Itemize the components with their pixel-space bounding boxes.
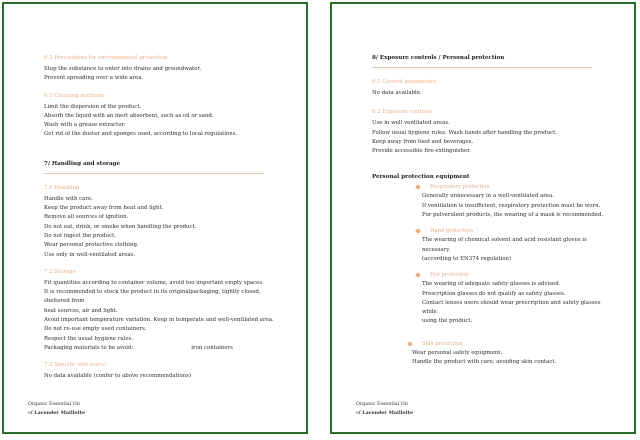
- text-line: Wash with a grease extractor.: [44, 122, 126, 129]
- text-line: Do not eat, drink, or smoke when handling the product.: [44, 223, 197, 230]
- footer-line-2: [28, 409, 85, 418]
- text-line: Keep away from food and beverages.: [372, 138, 474, 145]
- text-line: (according to EN374 regulation): [422, 255, 512, 262]
- diamond-bullet-icon: [415, 272, 421, 278]
- packaging-value: iron containers: [191, 344, 233, 351]
- text-line: Contact lenses users should wear prescription and safety glasses while: [422, 299, 601, 316]
- text-line: Use in well ventilated areas.: [372, 120, 450, 127]
- footer-line-1: Organic Essential Oil: [28, 402, 80, 407]
- page-content-right: [372, 54, 610, 367]
- packaging-label: Packaging materials to be avoid:: [44, 344, 134, 351]
- text-line: Handle with care.: [44, 195, 93, 202]
- diamond-bullet-icon: [415, 229, 421, 235]
- text-line: No data available (confer to above recommendations): [44, 373, 192, 380]
- text-line: Do not ingest the product.: [44, 232, 116, 239]
- section-6-3-title: 6.3 Cleaning methods: [44, 92, 104, 99]
- page-footer-left: [28, 400, 85, 418]
- text-line: Remove all sources of ignition.: [44, 214, 129, 221]
- section-7-2-title: 7.2 Storage: [44, 268, 76, 275]
- footer-line-2: [356, 409, 413, 418]
- ppe-eye-label: Eye protection: [430, 272, 469, 279]
- text-line-packaging: [44, 344, 282, 353]
- section-6-2-title: 6.2 Precautions for environmental protection: [44, 55, 168, 61]
- footer-line-1: Organic Essential Oil: [356, 402, 408, 407]
- section-8-1-title: 8.1 Control parameters: [372, 79, 437, 85]
- page-content-left: [44, 54, 282, 382]
- ppe-title: Personal protection equipment: [372, 174, 470, 181]
- text-line: No data available.: [372, 90, 422, 96]
- text-line: The wearing of chemical solvent and acid resistant gloves is necessary.: [422, 237, 587, 253]
- text-line: Keep the product away from heat and light.: [44, 205, 164, 212]
- text-line: Follow usual hygiene rules. Wash hands after handling the product.: [372, 129, 557, 136]
- section-8-2-title: 8.2 Exposure controls: [372, 109, 432, 116]
- heading-rule: [44, 173, 264, 174]
- ppe-hand: [372, 228, 610, 264]
- text-line: The wearing of adequate safety glasses is advised.: [422, 281, 561, 288]
- section-7-1-title: 7.1 Handling: [44, 184, 80, 191]
- text-line: Handle the product with care, avoiding skin contact.: [412, 359, 557, 366]
- footer-product-name: Lavender Maillette: [362, 410, 414, 416]
- text-line: Wear personal protective clothing.: [44, 242, 139, 249]
- page-footer-right: [356, 400, 413, 418]
- text-line: Fit quantities according to container volume, avoid too important empty spaces.: [44, 279, 264, 286]
- text-line: Absorb the liquid with an inert absorbent, such as oil or sand.: [44, 112, 214, 119]
- section-7-3-title: 7.3 Specific end use(s): [44, 362, 106, 369]
- heading-rule: [372, 67, 592, 68]
- section-7-heading: 7/ Handling and storage: [44, 160, 121, 167]
- footer-prefix: of: [356, 411, 361, 416]
- ppe-skin-label: Skin protection: [422, 340, 463, 347]
- text-line: Avoid important temperature variation. Keep in temperate and well-ventilated area.: [44, 317, 274, 324]
- text-line: Wear personal safety equipment.: [412, 349, 503, 356]
- document-page-right: [330, 2, 636, 434]
- footer-product-name: Lavender Maillette: [34, 410, 86, 416]
- text-line: Prescription glasses do not qualify as safety glasses.: [422, 290, 566, 297]
- text-line: Limit the dispersion of the product.: [44, 103, 142, 110]
- footer-prefix: of: [28, 411, 33, 416]
- text-line: It is recommended to stock the product in its originalpackaging, tightly closed, sheltered from: [44, 289, 261, 305]
- diamond-bullet-icon: [415, 185, 421, 191]
- ppe-hand-label: Hand protection: [430, 228, 474, 235]
- diamond-bullet-icon: [407, 341, 413, 347]
- ppe-eye: [372, 272, 610, 326]
- text-line: For pulverulent products, the wearing of a mask is recommended.: [422, 212, 604, 219]
- text-line: Generally unnecessary in a well-ventilated area.: [422, 193, 554, 200]
- text-line: Stop the substance to enter into drains and groundwater.: [44, 66, 202, 72]
- text-line: Prevent spreading over a wide area.: [44, 75, 144, 82]
- text-line: Do not re-use empty used containers.: [44, 326, 147, 333]
- text-line: heat sources, air and light.: [44, 307, 118, 314]
- text-line: Use only in well-ventilated areas.: [44, 251, 136, 258]
- text-line: using the product.: [422, 318, 473, 325]
- ppe-respiratory-label: Respiratory protection: [430, 184, 490, 191]
- section-8-heading: 8/ Exposure controls / Personal protection: [372, 55, 505, 61]
- ppe-skin: [372, 341, 610, 368]
- ppe-respiratory: [372, 184, 610, 220]
- text-line: Provide accessible fire-extinguisher.: [372, 148, 471, 155]
- text-line: If ventilation is insufficient, respiratory protection must be worn.: [422, 202, 601, 209]
- text-line: Respect the usual hygiene rules.: [44, 335, 134, 342]
- text-line: Get rid of the duster and sponges used, according to local regulations.: [44, 131, 238, 138]
- document-page-left: [2, 2, 308, 434]
